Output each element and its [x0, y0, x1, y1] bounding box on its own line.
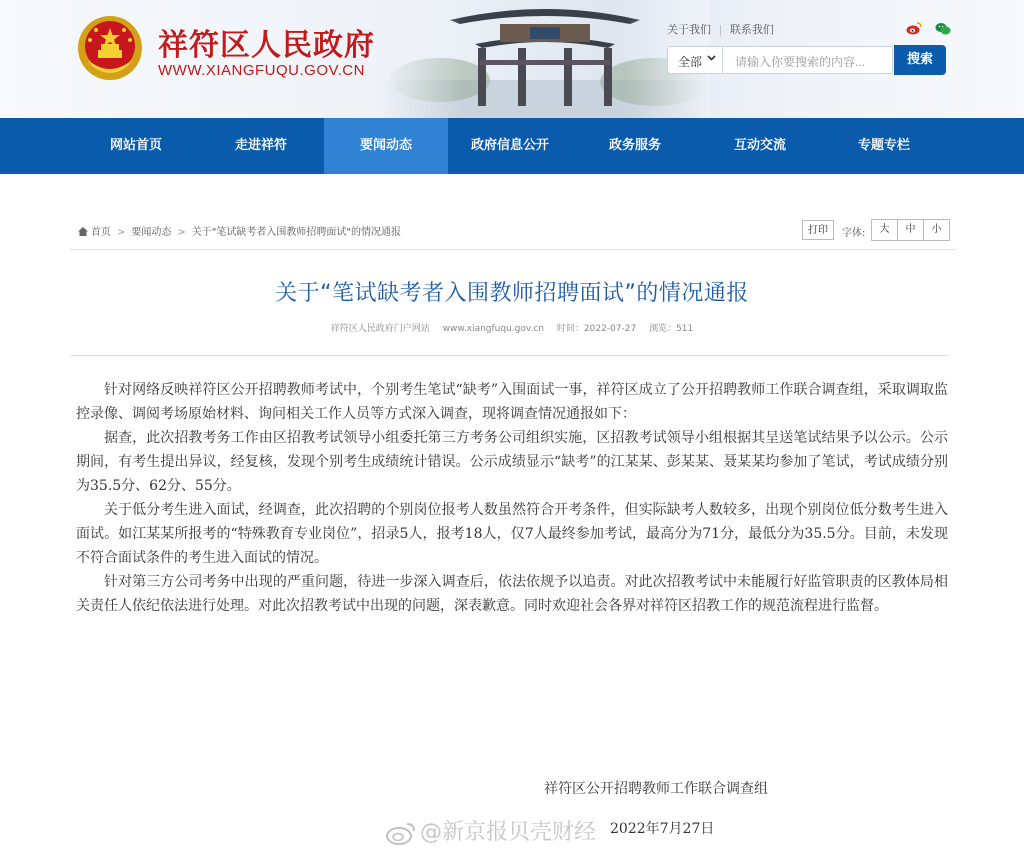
- nav-item-news[interactable]: 要闻动态: [324, 118, 448, 174]
- article-paragraph: 关于低分考生进入面试，经调查，此次招聘的个别岗位报考人数虽然符合开考条件，但实际缺考人数较多，出现个别岗位低分数考生进入面试。如江某某所报考的“特殊教育专业岗位”，招录5人，报考18人，仅7人最终参加考试，最高分为71分，最低分为35.5分。目前，未发现不符合面试条件的考生进入面试的情况。: [76, 502, 948, 566]
- social-links: [906, 20, 959, 39]
- nav-item-interaction[interactable]: 互动交流: [733, 138, 786, 153]
- site-header: [0, 0, 1024, 118]
- font-small-button[interactable]: 小: [931, 224, 942, 235]
- search-scope-select[interactable]: 全部: [667, 46, 723, 74]
- font-size-buttons: [871, 219, 950, 241]
- divider: [70, 355, 948, 356]
- article-site[interactable]: www.xiangfuqu.gov.cn: [442, 324, 545, 334]
- font-medium-button[interactable]: 中: [898, 220, 924, 240]
- breadcrumb: [78, 223, 401, 238]
- article-meta: [0, 321, 1024, 334]
- article-title: 关于“笔试缺考者入围教师招聘面试”的情况通报: [275, 281, 749, 306]
- breadcrumb-section[interactable]: 要闻动态: [131, 227, 172, 238]
- nav-item-home[interactable]: 网站首页: [109, 138, 162, 153]
- breadcrumb-home[interactable]: 首页: [91, 227, 111, 238]
- weibo-watermark-icon: [386, 821, 416, 845]
- font-large-button[interactable]: 大: [872, 220, 898, 240]
- article-time: 时间：2022-07-27: [556, 324, 637, 334]
- nav-item-about-xiangfu[interactable]: 走进祥符: [234, 138, 287, 153]
- site-url[interactable]: WWW.XIANGFUQU.GOV.CN: [158, 62, 365, 79]
- nav-item-gov-info[interactable]: 政府信息公开: [470, 138, 549, 153]
- search-input[interactable]: 请输入你要搜索的内容...: [723, 46, 893, 74]
- article-views: 浏览：511: [649, 324, 694, 334]
- article-source: 祥符区人民政府门户网站: [330, 324, 430, 334]
- font-size-label: 字体:: [842, 228, 866, 239]
- national-emblem-icon: [76, 14, 144, 82]
- breadcrumb-separator-icon: >: [117, 227, 126, 238]
- memorial-gate-image: [380, 0, 710, 118]
- article-body: [76, 378, 948, 618]
- wechat-icon[interactable]: [935, 20, 951, 39]
- article-signature: 祥符区公开招聘教师工作联合调查组: [544, 781, 768, 797]
- divider: [70, 249, 956, 250]
- nav-item-topics[interactable]: 专题专栏: [857, 138, 910, 153]
- main-nav: [0, 118, 1024, 174]
- search-button[interactable]: 搜索: [894, 45, 946, 75]
- article-date: 2022年7月27日: [610, 821, 715, 837]
- top-links: 关于我们 | 联系我们: [667, 24, 774, 36]
- breadcrumb-separator-icon: >: [177, 227, 186, 238]
- article-paragraph: 针对第三方公司考务中出现的严重问题，待进一步深入调查后，依法依规予以追责。对此次招教考试中未能履行好监管职责的区教体局相关责任人依纪依法进行处理。对此次招教考试中出现的问题，深表歉意。同时欢迎社会各界对祥符区招教工作的规范流程进行监督。: [76, 574, 948, 614]
- watermark: @新京报贝壳财经: [386, 815, 596, 846]
- article-paragraph: 针对网络反映祥符区公开招聘教师考试中，个别考生笔试“缺考”入围面试一事，祥符区成立了公开招聘教师工作联合调查组，采取调取监控录像、调阅考场原始材料、询问相关工作人员等方式深入调查，现将调查情况通报如下：: [76, 382, 948, 422]
- article-paragraph: 据查，此次招教考务工作由区招教考试领导小组委托第三方考务公司组织实施，区招教考试领导小组根据其呈送笔试结果予以公示。公示期间，有考生提出异议，经复核，发现个别考生成绩统计错误。公示成绩显示“缺考”的江某某、彭某某、聂某某均参加了笔试，考试成绩分别为35.5分、62分、55分。: [76, 430, 948, 494]
- contact-us-link[interactable]: 联系我们: [729, 24, 774, 36]
- weibo-icon[interactable]: [906, 20, 922, 39]
- breadcrumb-current: 关于"笔试缺考者入围教师招聘面试"的情况通报: [191, 227, 401, 238]
- site-title[interactable]: 祥符区人民政府: [158, 28, 375, 63]
- home-icon: [78, 227, 88, 236]
- nav-item-services[interactable]: 政务服务: [608, 138, 661, 153]
- chevron-down-icon: [707, 55, 716, 61]
- print-button[interactable]: 打印: [802, 220, 834, 240]
- about-us-link[interactable]: 关于我们: [667, 24, 711, 36]
